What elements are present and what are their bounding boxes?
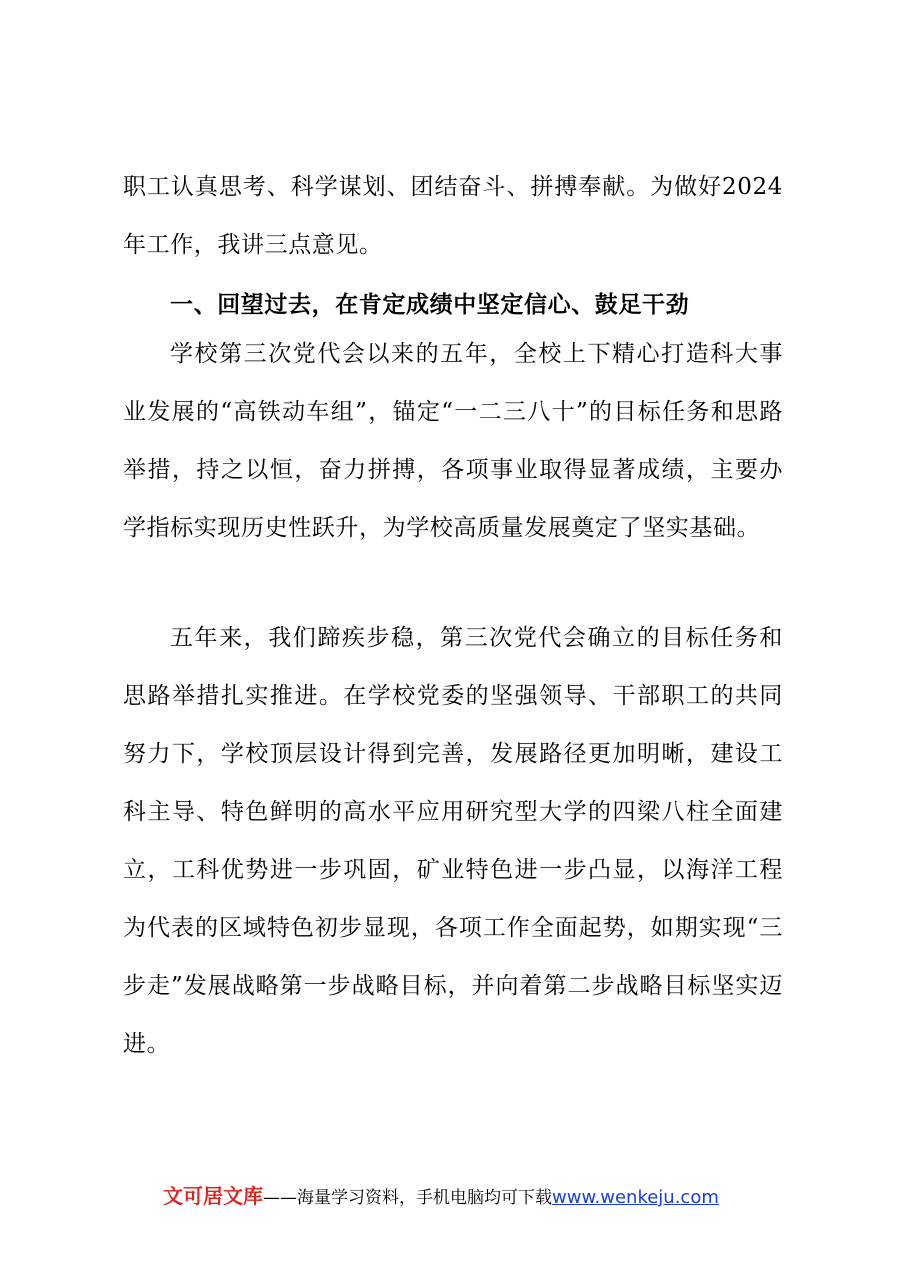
paragraph-two: 五年来，我们蹄疾步稳，第三次党代会确立的目标任务和思路举措扎实推进。在学校党委的坚强领导、干部职工的共同努力下，学校顶层设计得到完善，发展路径更加明晰，建设工科主导、特色鲜明的高水平应用研究型大学的四梁八柱全面建立，工科优势进一步巩固，矿业特色进一步凸显，以海洋工程为代表的区域特色初步显现，各项工作全面起势，如期实现“三步走”发展战略第一步战略目标，并向着第二步战略目标坚实迈进。 <box>123 625 783 1057</box>
footer-brand: 文可居文库 <box>163 1184 263 1208</box>
section-heading-one: 一、回望过去，在肯定成绩中坚定信心、鼓足干劲 <box>170 292 690 318</box>
paragraph-continuation: 职工认真思考、科学谋划、团结奋斗、拼搏奉献。为做好2024年工作，我讲三点意见。 <box>123 174 783 258</box>
paragraph-one: 学校第三次党代会以来的五年，全校上下精心打造科大事业发展的“高铁动车组”，锚定“一二三八十”的目标任务和思路举措，持之以恒，奋力拼搏，各项事业取得显著成绩，主要办学指标实现历史性跃升，为学校高质量发展奠定了坚实基础。 <box>123 341 783 541</box>
footer-tagline: ——海量学习资料，手机电脑均可下载 <box>263 1188 552 1208</box>
footer-site-link[interactable]: www.wenkeju.com <box>552 1187 719 1208</box>
footer-banner <box>163 1182 719 1212</box>
